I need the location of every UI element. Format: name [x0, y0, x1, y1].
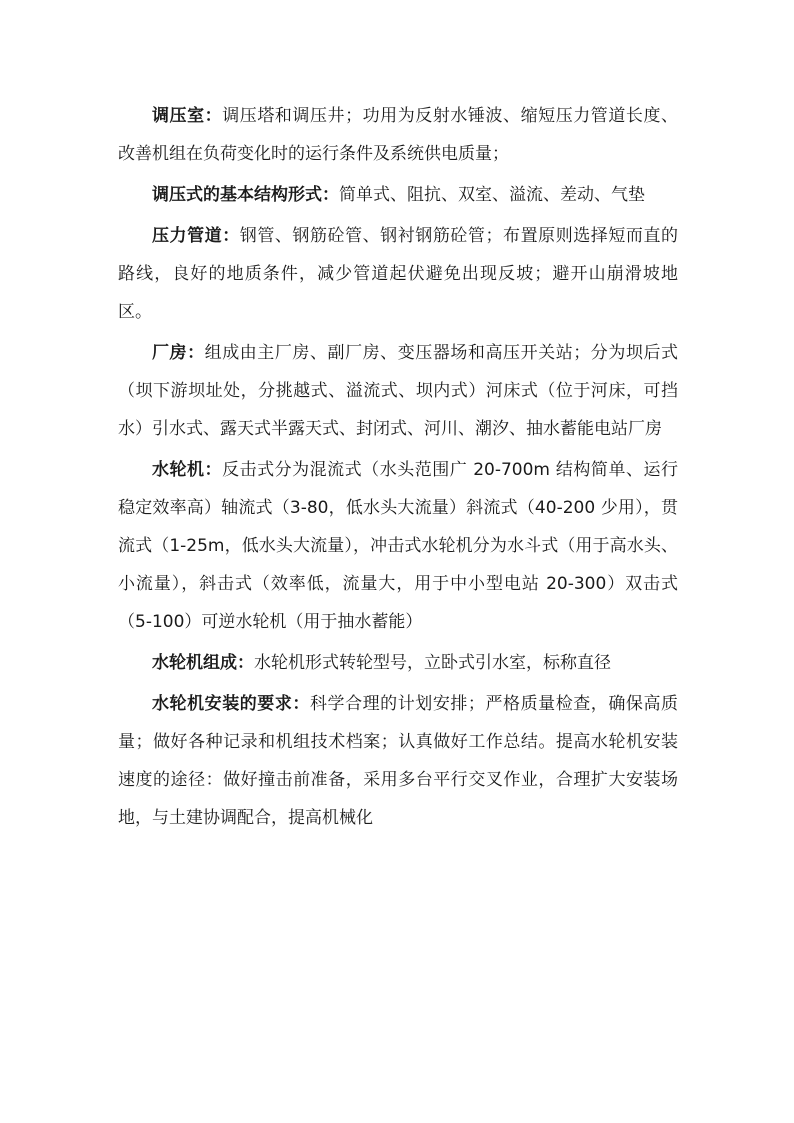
paragraph-penstock: [118, 217, 678, 331]
paragraph-turbine-installation: [118, 685, 678, 837]
term-heading: 水轮机组成：: [152, 653, 254, 673]
term-heading: 调压式的基本结构形式：: [152, 185, 339, 205]
paragraph-turbine: [118, 451, 678, 641]
document-body: [118, 97, 678, 840]
paragraph-text: 科学合理的计划安排；严格质量检查，确保高质量；做好各种记录和机组技术档案；认真做好工作总结。提高水轮机安装速度的途径：做好撞击前准备，采用多台平行交叉作业，合理扩大安装场地，与土建协调配合，提高机械化: [118, 694, 679, 828]
paragraph-text: 简单式、阻抗、双室、溢流、差动、气垫: [339, 185, 645, 205]
paragraph-text: 组成由主厂房、副厂房、变压器场和高压开关站；分为坝后式（坝下游坝址处，分挑越式、溢流式、坝内式）河床式（位于河床，可挡水）引水式、露天式半露天式、封闭式、河川、潮汐、抽水蓄能电站厂房: [118, 343, 678, 439]
term-heading: 厂房：: [152, 343, 205, 363]
paragraph-turbine-composition: [118, 644, 678, 682]
paragraph-surge-structure-types: [118, 176, 678, 214]
paragraph-text: 调压塔和调压井；功用为反射水锤波、缩短压力管道长度、改善机组在负荷变化时的运行条件及系统供电质量；: [118, 106, 679, 164]
paragraph-surge-chamber: [118, 97, 678, 173]
paragraph-text: 水轮机形式转轮型号，立卧式引水室，标称直径: [254, 653, 611, 673]
term-heading: 水轮机安装的要求：: [152, 694, 310, 714]
paragraph-text: 反击式分为混流式（水头范围广 20-700m 结构简单、运行稳定效率高）轴流式（3-80，低水头大流量）斜流式（40-200 少用），贯流式（1-25m，低水头大流量），冲击式水轮机分为水斗式（用于高水头、小流量），斜击式（效率低，流量大，用于中小型电站 20-300）双击式（5-100）可逆水轮机（用于抽水蓄能）: [118, 460, 678, 632]
paragraph-powerhouse: [118, 334, 678, 448]
term-heading: 水轮机：: [152, 460, 223, 480]
term-heading: 调压室：: [152, 106, 223, 126]
term-heading: 压力管道：: [152, 226, 240, 246]
paragraph-text: 钢管、钢筋砼管、钢衬钢筋砼管；布置原则选择短而直的路线，良好的地质条件，减少管道起伏避免出现反坡；避开山崩滑坡地区。: [118, 226, 679, 322]
